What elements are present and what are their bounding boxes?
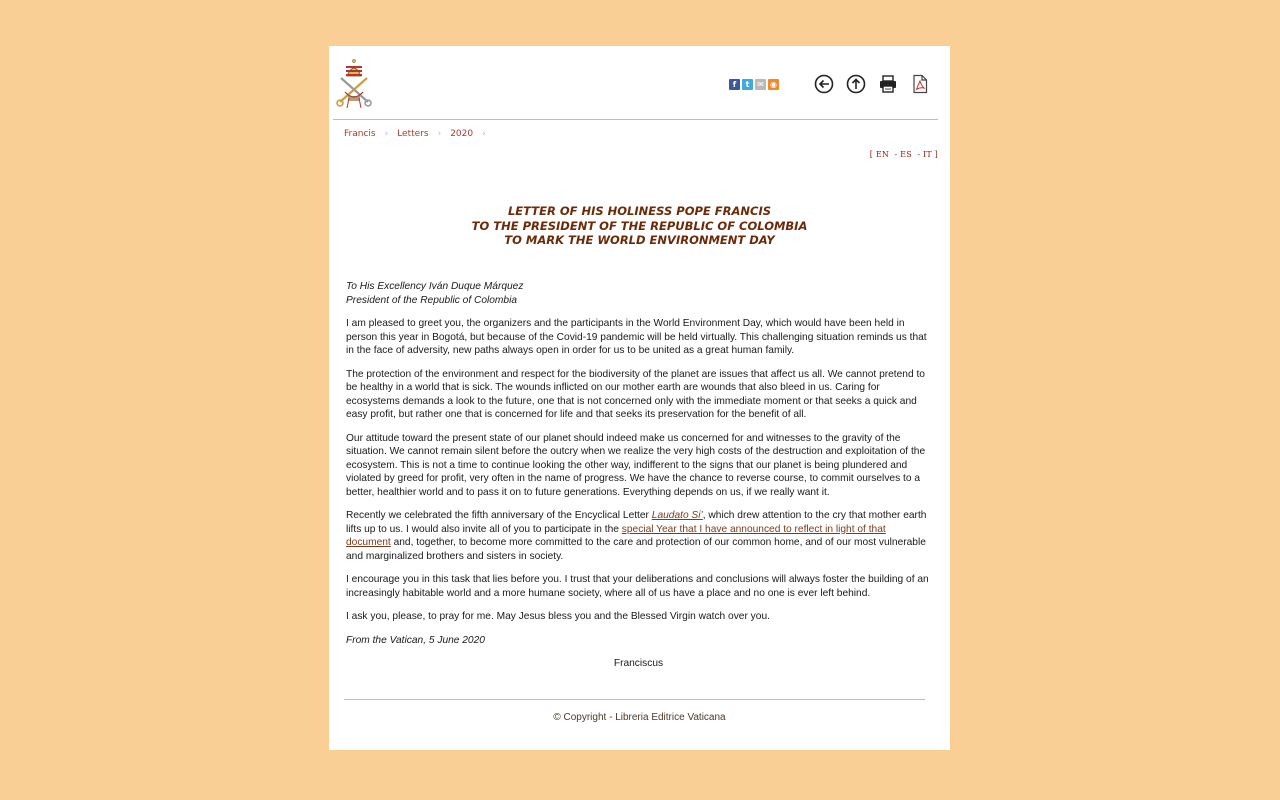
document-page bbox=[329, 46, 950, 750]
breadcrumb-item-letters[interactable]: Letters bbox=[397, 129, 429, 139]
breadcrumb-separator: › bbox=[482, 129, 486, 139]
twitter-icon[interactable]: t bbox=[742, 79, 753, 90]
paragraph-1: I am pleased to greet you, the organizers and the participants in the World Environment Day, which would have been held in person this year in Bogotá, but because of the Covid-19 pandemic will be held virtually. This challenging situation reminds us that in the face of adversity, new paths always open in order for us to be united as a great human family. bbox=[346, 318, 927, 356]
paragraph-4 bbox=[346, 509, 931, 563]
letter-title bbox=[329, 204, 950, 248]
title-line-2: TO THE PRESIDENT OF THE REPUBLIC OF COLOMBIA bbox=[471, 218, 808, 233]
language-selector[interactable]: [ EN - ES - IT ] bbox=[869, 150, 938, 159]
addressee-title: President of the Republic of Colombia bbox=[346, 294, 518, 306]
paragraph-4-text-b: , which drew attention to the cry that mother earth lifts up to us. I would also invite all of you to participate in the bbox=[346, 510, 927, 535]
breadcrumb-item-2020[interactable]: 2020 bbox=[450, 129, 474, 139]
dateline: From the Vatican, 5 June 2020 bbox=[346, 634, 485, 646]
paragraph-2: The protection of the environment and respect for the biodiversity of the planet are issues that affect us all. We cannot pretend to be healthy in a world that is sick. The wounds inflicted on our mother earth are wounds that also bleed in us. Caring for ecosystems demands a look to the future, one that is not concerned only with the immediate moment or that seeks a quick and easy profit, but rather one that is concerned for life and that seeks its preservation for the benefit of all. bbox=[346, 368, 925, 420]
share-icons bbox=[729, 79, 779, 90]
title-line-3: TO MARK THE WORLD ENVIRONMENT DAY bbox=[504, 233, 775, 247]
rss-icon[interactable]: ◉ bbox=[768, 79, 779, 90]
signature: Franciscus bbox=[613, 658, 664, 669]
special-year-link[interactable]: special Year that I have announced to reflect in light of that document bbox=[346, 523, 886, 548]
papal-crest-icon bbox=[333, 58, 375, 112]
breadcrumb-item-francis[interactable]: Francis bbox=[344, 129, 376, 139]
copyright-notice: © Copyright - Libreria Editrice Vaticana bbox=[553, 712, 726, 723]
letter-body bbox=[346, 280, 931, 681]
paragraph-6: I ask you, please, to pray for me. May Jesus bless you and the Blessed Virgin watch over you. bbox=[346, 611, 770, 622]
back-arrow-icon[interactable] bbox=[814, 74, 834, 94]
pdf-icon[interactable] bbox=[910, 74, 930, 94]
facebook-icon[interactable]: f bbox=[729, 79, 740, 90]
breadcrumb-separator: › bbox=[384, 129, 389, 139]
email-icon[interactable]: ✉ bbox=[755, 79, 766, 90]
print-icon[interactable] bbox=[878, 74, 898, 94]
up-arrow-icon[interactable] bbox=[846, 74, 866, 94]
addressee bbox=[346, 280, 931, 307]
page-tools bbox=[814, 74, 930, 94]
title-line-1: LETTER OF HIS HOLINESS POPE FRANCIS bbox=[507, 204, 772, 218]
addressee-name: To His Excellency Iván Duque Márquez bbox=[346, 281, 524, 292]
paragraph-3: Our attitude toward the present state of our planet should indeed make us concerned for and witnesses to the gravity of the situation. We cannot remain silent before the outcry when we realize the very high costs of the destruction and exploitation of the ecosystem. This is not a time to continue looking the other way, indifferent to the signs that our planet is being plundered and violated by greed for profit, very often in the name of progress. We have the chance to reverse course, to commit ourselves to a better, healthier world and to pass it on to future generations. Everything depends on us, if we really want it. bbox=[346, 432, 926, 498]
paragraph-5: I encourage you in this task that lies before you. I trust that your deliberations and conclusions will always foster the building of an increasingly habitable world and a more humane society, where all of us have a place and no one is ever left behind. bbox=[346, 574, 929, 599]
breadcrumb-separator: › bbox=[437, 129, 442, 139]
breadcrumb bbox=[344, 129, 495, 139]
footer-divider bbox=[344, 699, 925, 700]
paragraph-4-text-a: Recently we celebrated the fifth anniversary of the Encyclical Letter bbox=[346, 510, 652, 521]
header-divider bbox=[333, 119, 938, 120]
paragraph-4-text-c: and, together, to become more committed to the care and protection of our common home, and of our most vulnerable and marginalized brothers and sisters in society. bbox=[346, 537, 926, 562]
laudato-si-link[interactable]: Laudato Si’ bbox=[651, 510, 703, 521]
